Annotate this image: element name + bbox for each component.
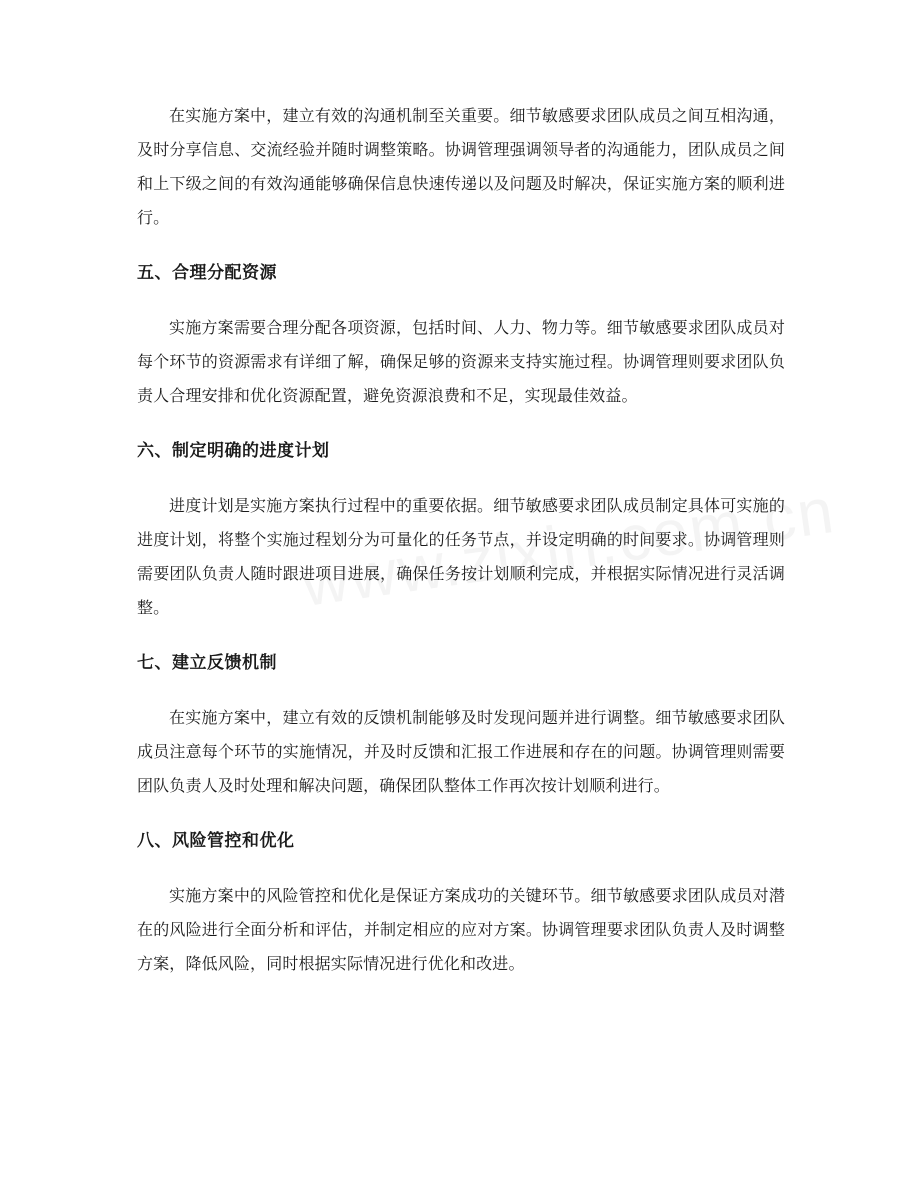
paragraph-communication: 在实施方案中，建立有效的沟通机制至关重要。细节敏感要求团队成员之间互相沟通，及时分享信息、交流经验并随时调整策略。协调管理强调领导者的沟通能力，团队成员之间和上下级之间的有效沟通能够确保信息快速传递以及问题及时解决，保证实施方案的顺利进行。 (137, 106, 785, 227)
paragraph-feedback-mechanism: 在实施方案中，建立有效的反馈机制能够及时发现问题并进行调整。细节敏感要求团队成员注意每个环节的实施情况，并及时反馈和汇报工作进展和存在的问题。协调管理则需要团队负责人及时处理和解决问题，确保团队整体工作再次按计划顺利进行。 (137, 708, 785, 795)
heading-feedback-mechanism: 七、建立反馈机制 (137, 653, 277, 673)
heading-schedule-plan: 六、制定明确的进度计划 (137, 441, 330, 461)
paragraph-risk-control: 实施方案中的风险管控和优化是保证方案成功的关键环节。细节敏感要求团队成员对潜在的风险进行全面分析和评估，并制定相应的应对方案。协调管理要求团队负责人及时调整方案，降低风险，同时根据实际情况进行优化和改进。 (137, 886, 785, 973)
paragraph-schedule-plan: 进度计划是实施方案执行过程中的重要依据。细节敏感要求团队成员制定具体可实施的进度计划，将整个实施过程划分为可量化的任务节点，并设定明确的时间要求。协调管理则需要团队负责人随时跟进项目进展，确保任务按计划顺利完成，并根据实际情况进行灵活调整。 (137, 496, 785, 617)
heading-allocate-resources: 五、合理分配资源 (137, 263, 277, 283)
paragraph-allocate-resources: 实施方案需要合理分配各项资源，包括时间、人力、物力等。细节敏感要求团队成员对每个环节的资源需求有详细了解，确保足够的资源来支持实施过程。协调管理则要求团队负责人合理安排和优化资源配置，避免资源浪费和不足，实现最佳效益。 (137, 318, 785, 405)
heading-risk-control: 八、风险管控和优化 (137, 831, 295, 851)
